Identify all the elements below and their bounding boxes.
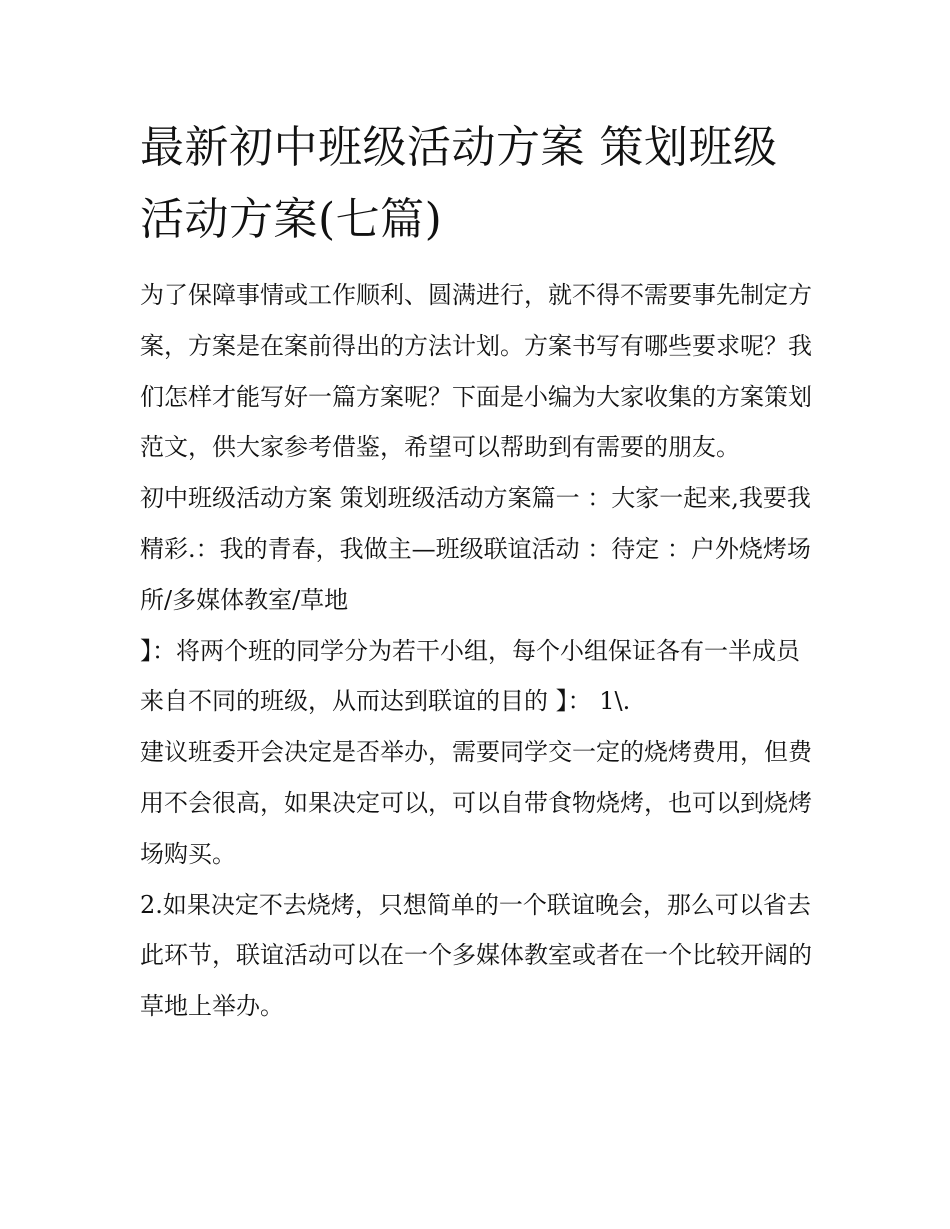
grouping-paragraph: 】：将两个班的同学分为若干小组，每个小组保证各有一半成员来自不同的班级，从而达到联谊的目的 】： 1\. (140, 636, 800, 716)
bbq-proposal-paragraph: 建议班委开会决定是否举办，需要同学交一定的烧烤费用，但费用不会很高，如果决定可以，可以自带食物烧烤，也可以到烧烤场购买。 (140, 738, 812, 868)
document-content (140, 112, 812, 1032)
section-one-paragraph: 初中班级活动方案 策划班级活动方案篇一 ：大家一起来,我要我精彩.：我的青春，我做主—班级联谊活动 ：待定 ：户外烧烤场所/多媒体教室/草地 (140, 484, 811, 614)
document-body (140, 270, 812, 1032)
document-title: 最新初中班级活动方案 策划班级活动方案(七篇) (140, 122, 778, 245)
alternative-plan-paragraph: 2.如果决定不去烧烤，只想简单的一个联谊晚会，那么可以省去此环节，联谊活动可以在一个多媒体教室或者在一个比较开阔的草地上举办。 (140, 890, 812, 1021)
intro-paragraph: 为了保障事情或工作顺利、圆满进行，就不得不需要事先制定方案，方案是在案前得出的方法计划。方案书写有哪些要求呢？我们怎样才能写好一篇方案呢？下面是小编为大家收集的方案策划范文，供大家参考借鉴，希望可以帮助到有需要的朋友。 (140, 281, 812, 462)
